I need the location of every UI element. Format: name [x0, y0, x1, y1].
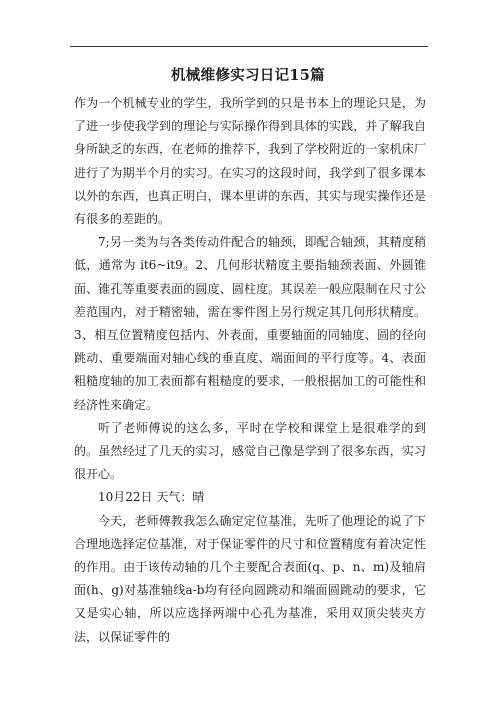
diary-date-line: 10月22日 天气：晴 [98, 490, 205, 505]
header-rule [70, 46, 428, 47]
paragraph: 7;另一类为与各类传动件配合的轴颈，即配合轴颈，其精度稍低，通常为 it6~it9。2、几何形状精度主要指轴颈表面、外圆锥面、锥孔等重要表面的圆度、圆柱度。其误差一般应限制在尺寸公差范围内，对于精密轴，需在零件图上另行规定其几何形状精度。3、相互位置精度包括内、外表面，重要轴面的同轴度、圆的径向跳动、重要端面对轴心线的垂直度、端面间的平行度等。4、表面粗糙度轴的加工表面都有粗糙度的要求，一般根据加工的可能性和经济性来确定。 [74, 235, 426, 412]
document-title: 机械维修实习日记15篇 [171, 67, 325, 84]
paragraph: 听了老师傅说的这么多，平时在学校和课堂上是很难学的到的。虽然经过了几天的实习，感觉自己像是学到了很多东西，实习很开心。 [74, 420, 426, 482]
paragraph: 作为一个机械专业的学生，我所学到的只是书本上的理论只是，为了进一步使我学到的理论与实际操作得到具体的实践，并了解我自身所缺乏的东西，在老师的推荐下，我到了学校附近的一家机床厂进行了为期半个月的实习。在实习的这段时间，我学到了很多课本以外的东西，也真正明白，课本里讲的东西，其实与现实操作还是有很多的差距的。 [74, 96, 426, 227]
document-body [74, 92, 426, 649]
paragraph: 今天，老师傅教我怎么确定定位基准，先听了他理论的说了下合理地选择定位基准，对于保证零件的尺寸和位置精度有着决定性的作用。由于该传动轴的几个主要配合表面(q、p、n、m)及轴肩面(h、g)对基准轴线a-b均有径向圆跳动和端面圆跳动的要求，它又是实心轴，所以应选择两端中心孔为基准，采用双顶尖装夹方法，以保证零件的 [74, 513, 426, 644]
